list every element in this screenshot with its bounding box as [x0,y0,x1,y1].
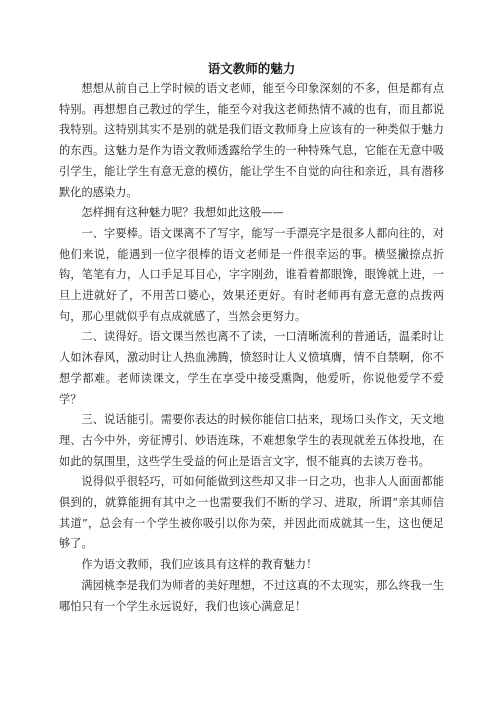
paragraph-8: 满园桃李是我们为师者的美好理想，不过这真的不太现实，那么终我一生哪怕只有一个学生永远说好，我们也该心满意足！ [59,578,444,613]
document-page [59,60,444,617]
paragraph-7: 作为语文教师，我们应该具有这样的教育魅力！ [81,558,318,572]
paragraph-4: 二、读得好。语文课当然也离不了读，一口清晰流利的普通话，温柔时让人如沐春风，激动时让人热血沸腾，愤怒时让人义愤填膺，情不自禁啊，你不想学都难。老师读课文，学生在享受中接受熏陶，他爱听，你说他爱学不爱学？ [59,330,444,406]
paragraph-1: 想想从前自己上学时候的语文老师，能至今印象深刻的不多，但是都有点特别。再想想自己教过的学生，能至今对我这老师热情不减的也有，而且都说我特别。这特别其实不是别的就是我们语文教师身上应该有的一种类似于魅力的东西。这魅力是作为语文教师透露给学生的一种特殊气息，它能在无意中吸引学生，能让学生有意无意的模仿，能让学生不自觉的向往和亲近，具有潜移默化的感染力。 [59,82,444,199]
paragraph-3: 一、字要棒。语文课离不了写字，能写一手漂亮字是很多人都向往的，对他们来说，能遇到一位字很棒的语文老师是一件很幸运的事。横竖撇捺点折钩，笔笔有力，人口手足耳目心，字字刚劲，谁看着都眼馋，眼馋就上进，一旦上进就好了，不用苦口婆心，效果还更好。有时老师再有意无意的点拨两句，那心里就似乎有点成就感了，当然会更努力。 [59,226,444,323]
paragraph-6: 说得似乎很轻巧，可如何能做到这些却又非一日之功，也非人人面面都能俱到的，就算能拥有其中之一也需要我们不断的学习、进取，所谓“亲其师信其道”，总会有一个学生被你吸引以你为荣，并因此而成就其一生，这也便足够了。 [59,475,444,551]
paragraph-5: 三、说话能引。需要你表达的时候你能信口拈来，现场口头作文，天文地理、古今中外，旁征博引、妙语连珠，不难想象学生的表现就差五体投地，在如此的氛围里，这些学生受益的何止是语言文字，恨不能真的去读万卷书。 [59,413,444,468]
paragraph-2: 怎样拥有这种魅力呢？我想如此这般—— [81,206,284,220]
document-title: 语文教师的魅力 [207,61,296,76]
